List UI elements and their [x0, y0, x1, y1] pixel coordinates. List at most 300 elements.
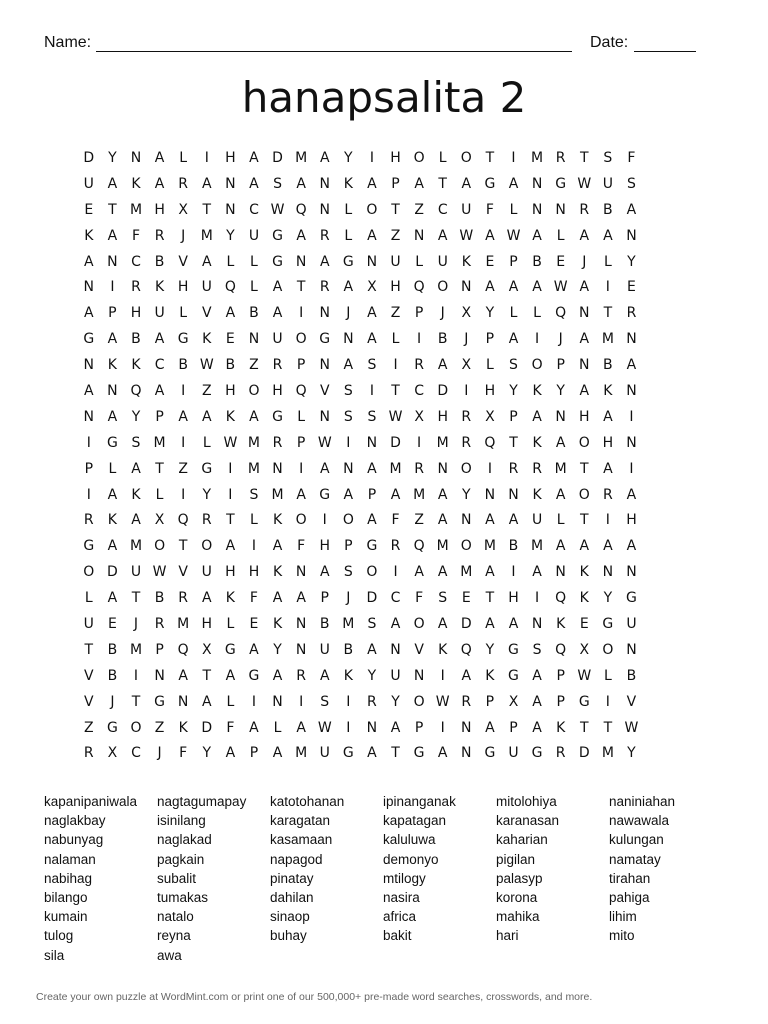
- grid-letter: O: [154, 538, 166, 555]
- grid-letter: C: [249, 201, 259, 218]
- grid-letter: D: [366, 590, 378, 607]
- grid-letter: G: [342, 253, 354, 270]
- grid-letter: A: [579, 331, 590, 348]
- grid-letter: R: [319, 227, 330, 244]
- grid-letter: P: [391, 175, 400, 192]
- grid-letter: A: [201, 408, 212, 425]
- word-list-item: katotohanan: [270, 794, 345, 809]
- grid-letter: D: [107, 564, 118, 581]
- grid-letter: P: [320, 590, 329, 607]
- grid-letter: L: [84, 590, 93, 607]
- grid-letter: K: [603, 383, 613, 400]
- grid-letter: A: [367, 460, 377, 477]
- grid-letter: O: [578, 486, 590, 503]
- word-column: [383, 792, 496, 965]
- grid-letter: K: [556, 719, 566, 736]
- grid-letter: A: [461, 667, 472, 684]
- grid-letter: S: [509, 357, 518, 374]
- grid-letter: X: [367, 279, 377, 296]
- grid-letter: A: [249, 408, 259, 425]
- word-column: [270, 792, 383, 965]
- grid-letter: B: [107, 641, 118, 658]
- grid-letter: I: [181, 434, 186, 451]
- grid-letter: L: [250, 512, 258, 529]
- grid-letter: B: [626, 667, 637, 684]
- grid-letter: G: [319, 486, 331, 503]
- grid-letter: A: [626, 486, 637, 503]
- grid-letter: F: [391, 512, 400, 529]
- grid-letter: E: [579, 616, 589, 633]
- grid-row: [77, 612, 691, 638]
- grid-letter: J: [558, 331, 563, 348]
- grid-letter: J: [346, 305, 351, 322]
- grid-letter: A: [485, 564, 495, 581]
- grid-letter: N: [83, 279, 95, 296]
- grid-letter: G: [106, 434, 118, 451]
- grid-letter: G: [342, 745, 354, 762]
- grid-row: [77, 560, 691, 586]
- grid-letter: N: [555, 408, 566, 425]
- grid-letter: A: [84, 383, 94, 400]
- grid-letter: I: [629, 408, 634, 425]
- grid-letter: B: [319, 616, 330, 633]
- grid-letter: F: [415, 590, 424, 607]
- grid-letter: L: [603, 667, 612, 684]
- grid-letter: T: [603, 719, 613, 736]
- grid-letter: N: [626, 383, 637, 400]
- grid-letter: K: [556, 616, 566, 633]
- grid-letter: W: [553, 279, 568, 296]
- grid-letter: A: [626, 357, 637, 374]
- grid-letter: I: [346, 693, 351, 710]
- word-list-item: korona: [496, 890, 538, 906]
- grid-letter: Y: [485, 641, 495, 658]
- grid-letter: J: [181, 227, 186, 244]
- grid-letter: P: [485, 331, 495, 348]
- grid-letter: I: [535, 331, 540, 348]
- grid-letter: A: [272, 538, 283, 555]
- grid-letter: A: [107, 538, 118, 555]
- grid-letter: I: [629, 460, 634, 477]
- grid-letter: T: [579, 512, 589, 529]
- grid-letter: S: [367, 408, 377, 425]
- word-list-item: kumain: [44, 909, 88, 925]
- grid-letter: Q: [177, 512, 189, 529]
- grid-letter: L: [556, 227, 565, 244]
- grid-letter: F: [226, 719, 235, 736]
- grid-letter: A: [414, 564, 424, 581]
- grid-letter: N: [130, 150, 142, 166]
- grid-letter: I: [417, 331, 422, 348]
- grid-letter: A: [437, 616, 448, 633]
- grid-letter: T: [579, 719, 589, 736]
- grid-letter: A: [225, 305, 236, 322]
- grid-letter: B: [249, 305, 259, 322]
- grid-letter: Z: [249, 357, 259, 374]
- grid-letter: W: [223, 434, 238, 451]
- grid-letter: U: [130, 564, 142, 581]
- grid-letter: R: [555, 745, 566, 762]
- word-list-item: dahilan: [270, 890, 314, 906]
- grid-letter: N: [107, 383, 118, 400]
- grid-letter: R: [461, 434, 472, 451]
- word-list-item: nagtagumapay: [157, 794, 247, 809]
- grid-letter: T: [131, 693, 141, 710]
- grid-letter: B: [603, 357, 613, 374]
- grid-letter: T: [202, 667, 212, 684]
- grid-letter: A: [107, 227, 118, 244]
- grid-letter: M: [200, 227, 213, 244]
- word-list: [44, 792, 734, 965]
- grid-letter: H: [508, 590, 519, 607]
- grid-letter: L: [226, 616, 235, 633]
- grid-letter: P: [509, 408, 518, 425]
- grid-letter: E: [485, 253, 495, 270]
- grid-letter: N: [295, 641, 307, 658]
- grid-letter: S: [367, 357, 377, 374]
- grid-letter: L: [438, 150, 447, 166]
- grid-letter: A: [603, 460, 613, 477]
- grid-letter: Q: [413, 538, 425, 555]
- grid-letter: P: [155, 641, 164, 658]
- grid-letter: Y: [367, 667, 377, 684]
- grid-letter: K: [131, 486, 141, 503]
- grid-letter: A: [201, 590, 212, 607]
- grid-letter: D: [578, 745, 590, 762]
- grid-letter: A: [178, 667, 188, 684]
- grid-letter: P: [556, 357, 565, 374]
- grid-letter: Q: [295, 201, 307, 218]
- word-list-item: napagod: [270, 851, 323, 867]
- grid-letter: S: [603, 150, 613, 166]
- grid-letter: A: [367, 227, 377, 244]
- grid-letter: I: [251, 693, 257, 710]
- grid-letter: O: [413, 693, 425, 710]
- grid-letter: K: [272, 564, 283, 581]
- grid-letter: Z: [390, 305, 401, 322]
- grid-letter: N: [343, 460, 354, 477]
- grid-letter: A: [485, 719, 495, 736]
- grid-letter: O: [130, 719, 142, 736]
- grid-letter: I: [322, 512, 327, 529]
- grid-letter: N: [154, 667, 165, 684]
- word-list-item: pahiga: [609, 890, 650, 906]
- grid-letter: T: [579, 150, 589, 166]
- grid-letter: P: [485, 693, 495, 710]
- grid-letter: L: [273, 719, 282, 736]
- grid-letter: R: [367, 693, 377, 710]
- grid-letter: X: [461, 305, 472, 322]
- grid-letter: K: [107, 512, 117, 529]
- grid-letter: N: [461, 512, 472, 529]
- word-list-item: tumakas: [157, 890, 209, 906]
- grid-letter: R: [296, 667, 306, 684]
- grid-letter: T: [178, 538, 188, 555]
- grid-letter: D: [460, 616, 472, 633]
- grid-letter: C: [390, 590, 401, 607]
- grid-letter: W: [506, 227, 521, 244]
- grid-letter: P: [367, 486, 377, 503]
- grid-letter: W: [317, 434, 332, 451]
- grid-letter: Z: [154, 719, 165, 736]
- grid-letter: L: [391, 331, 400, 348]
- grid-letter: U: [390, 667, 401, 684]
- grid-letter: A: [201, 175, 212, 192]
- grid-letter: S: [627, 175, 636, 192]
- grid-letter: A: [367, 512, 377, 529]
- grid-letter: O: [295, 331, 307, 348]
- grid-letter: N: [343, 331, 354, 348]
- grid-letter: Y: [344, 150, 353, 166]
- grid-letter: Q: [130, 383, 142, 400]
- grid-letter: D: [83, 150, 95, 166]
- word-list-item: tirahan: [609, 870, 651, 886]
- grid-letter: L: [603, 253, 612, 270]
- grid-letter: K: [84, 227, 94, 244]
- grid-letter: Y: [485, 305, 495, 322]
- grid-letter: N: [225, 201, 236, 218]
- grid-letter: I: [181, 383, 186, 400]
- grid-letter: M: [247, 434, 260, 451]
- grid-letter: R: [319, 279, 330, 296]
- grid-letter: A: [154, 331, 165, 348]
- grid-letter: I: [440, 719, 445, 736]
- grid-letter: K: [343, 667, 353, 684]
- grid-letter: I: [299, 305, 304, 322]
- grid-letter: Y: [108, 150, 117, 166]
- grid-letter: K: [532, 383, 542, 400]
- grid-letter: I: [86, 486, 91, 503]
- grid-letter: I: [346, 719, 351, 736]
- grid-letter: L: [250, 279, 258, 296]
- grid-letter: N: [508, 486, 519, 503]
- grid-row: [77, 353, 691, 379]
- grid-letter: N: [413, 667, 425, 684]
- grid-letter: B: [131, 331, 141, 348]
- grid-letter: L: [226, 253, 235, 270]
- word-list-item: nawawala: [609, 813, 670, 829]
- grid-letter: N: [626, 331, 637, 348]
- grid-letter: I: [133, 667, 139, 684]
- grid-letter: H: [154, 201, 165, 218]
- grid-row: [77, 301, 691, 327]
- grid-letter: N: [225, 175, 236, 192]
- grid-letter: T: [603, 305, 613, 322]
- grid-letter: T: [579, 460, 589, 477]
- grid-letter: K: [579, 590, 589, 607]
- grid-letter: I: [511, 564, 516, 581]
- grid-letter: A: [84, 253, 94, 270]
- grid-letter: S: [343, 383, 353, 400]
- grid-letter: G: [508, 667, 519, 684]
- grid-letter: B: [343, 641, 354, 658]
- grid-letter: T: [438, 175, 447, 192]
- grid-letter: K: [154, 279, 165, 296]
- grid-row: [77, 327, 691, 353]
- grid-letter: B: [532, 253, 542, 270]
- grid-letter: G: [83, 331, 95, 348]
- grid-letter: Y: [627, 745, 636, 762]
- grid-letter: F: [485, 201, 494, 218]
- grid-letter: A: [603, 538, 613, 555]
- grid-letter: A: [367, 331, 377, 348]
- grid-letter: O: [460, 460, 472, 477]
- word-list-item: namatay: [609, 851, 661, 867]
- grid-letter: A: [437, 512, 448, 529]
- grid-letter: G: [366, 538, 378, 555]
- grid-letter: U: [626, 616, 637, 633]
- word-list-item: palasyp: [496, 870, 543, 886]
- grid-letter: V: [84, 667, 94, 684]
- grid-letter: P: [296, 357, 306, 374]
- grid-letter: A: [367, 745, 377, 762]
- grid-letter: K: [485, 667, 495, 684]
- grid-letter: A: [390, 616, 401, 633]
- date-blank-line: [634, 51, 696, 52]
- grid-letter: H: [177, 279, 189, 296]
- word-list-item: awa: [157, 947, 182, 963]
- grid-letter: A: [249, 719, 259, 736]
- grid-letter: A: [272, 667, 283, 684]
- grid-letter: K: [272, 512, 283, 529]
- grid-letter: T: [226, 512, 235, 529]
- grid-letter: J: [157, 745, 162, 762]
- grid-letter: A: [367, 641, 377, 658]
- grid-letter: A: [485, 616, 495, 633]
- grid-letter: S: [532, 641, 542, 658]
- grid-letter: S: [343, 408, 353, 425]
- grid-letter: G: [106, 719, 118, 736]
- grid-letter: A: [296, 719, 306, 736]
- grid-letter: V: [178, 564, 188, 581]
- grid-row: [77, 741, 691, 767]
- grid-letter: V: [319, 383, 330, 400]
- grid-letter: H: [319, 538, 330, 555]
- word-list-item: karagatan: [270, 813, 331, 829]
- grid-letter: N: [107, 253, 118, 270]
- grid-letter: J: [346, 590, 351, 607]
- grid-letter: M: [389, 460, 402, 477]
- grid-letter: R: [579, 201, 590, 218]
- grid-letter: C: [414, 383, 424, 400]
- grid-letter: H: [390, 279, 401, 296]
- word-list-item: kulungan: [609, 832, 664, 848]
- grid-letter: G: [555, 175, 567, 192]
- grid-row: [77, 690, 691, 716]
- grid-letter: A: [603, 227, 613, 244]
- grid-letter: H: [201, 616, 213, 633]
- grid-letter: A: [390, 486, 401, 503]
- grid-letter: O: [201, 538, 213, 555]
- worksheet-header: [44, 34, 696, 54]
- grid-letter: O: [437, 279, 449, 296]
- grid-letter: M: [129, 201, 143, 218]
- grid-letter: L: [226, 693, 235, 710]
- grid-letter: N: [555, 201, 566, 218]
- word-list-item: nasira: [383, 890, 420, 906]
- grid-letter: R: [178, 590, 189, 607]
- grid-letter: R: [83, 745, 94, 762]
- grid-letter: H: [225, 150, 236, 166]
- grid-letter: N: [461, 745, 472, 762]
- grid-letter: H: [390, 150, 401, 166]
- grid-row: [77, 716, 691, 742]
- grid-letter: X: [485, 408, 495, 425]
- grid-letter: W: [577, 175, 592, 192]
- grid-letter: M: [247, 460, 260, 477]
- grid-letter: M: [601, 745, 614, 762]
- word-list-item: kaluluwa: [383, 832, 436, 848]
- grid-letter: I: [228, 460, 233, 477]
- grid-letter: Q: [295, 383, 307, 400]
- grid-letter: X: [461, 357, 472, 374]
- grid-letter: I: [511, 150, 516, 166]
- grid-letter: A: [319, 253, 330, 270]
- grid-letter: V: [626, 693, 637, 710]
- grid-letter: R: [178, 175, 189, 192]
- grid-letter: F: [249, 590, 258, 607]
- grid-letter: A: [201, 253, 212, 270]
- grid-letter: S: [249, 486, 259, 503]
- grid-letter: W: [388, 408, 403, 425]
- grid-letter: D: [272, 150, 283, 166]
- grid-letter: U: [437, 253, 448, 270]
- grid-letter: U: [83, 616, 94, 633]
- grid-letter: H: [225, 564, 236, 581]
- grid-letter: A: [367, 175, 377, 192]
- grid-letter: N: [319, 175, 330, 192]
- grid-row: [77, 250, 691, 276]
- grid-letter: C: [131, 745, 141, 762]
- grid-letter: A: [201, 693, 212, 710]
- grid-letter: A: [107, 590, 118, 607]
- grid-letter: Z: [84, 719, 94, 736]
- grid-letter: U: [390, 253, 401, 270]
- grid-letter: A: [555, 538, 566, 555]
- grid-letter: A: [131, 460, 141, 477]
- grid-letter: Y: [627, 253, 636, 270]
- word-column: [44, 792, 157, 965]
- grid-letter: N: [602, 564, 614, 581]
- word-list-item: kasamaan: [270, 832, 333, 848]
- grid-letter: U: [201, 564, 212, 581]
- grid-letter: N: [295, 253, 307, 270]
- grid-letter: O: [248, 383, 260, 400]
- grid-letter: S: [273, 175, 282, 192]
- grid-letter: A: [532, 408, 542, 425]
- grid-letter: A: [107, 486, 118, 503]
- grid-letter: R: [602, 486, 613, 503]
- grid-letter: Z: [201, 383, 212, 400]
- grid-letter: O: [578, 434, 590, 451]
- grid-letter: W: [199, 357, 214, 374]
- grid-letter: P: [414, 305, 424, 322]
- grid-letter: M: [601, 331, 614, 348]
- grid-letter: J: [440, 305, 445, 322]
- grid-letter: K: [343, 175, 353, 192]
- word-list-item: mito: [609, 928, 635, 944]
- grid-letter: O: [413, 150, 425, 166]
- grid-letter: N: [626, 434, 637, 451]
- grid-letter: A: [107, 331, 118, 348]
- grid-letter: G: [531, 745, 543, 762]
- grid-letter: A: [532, 667, 542, 684]
- grid-letter: X: [508, 693, 519, 710]
- grid-letter: I: [393, 564, 398, 581]
- grid-letter: R: [201, 512, 212, 529]
- grid-letter: A: [579, 227, 590, 244]
- grid-letter: A: [508, 331, 519, 348]
